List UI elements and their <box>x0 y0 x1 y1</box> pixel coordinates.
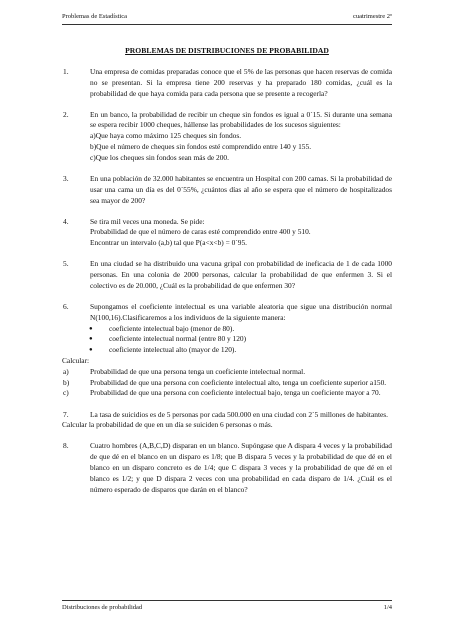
item-letter: a) <box>63 366 69 376</box>
problem-text: En una población de 32.000 habitantes se encuentra un Hospital con 200 camas. Si la probabilidad de usar una cama un día es del 0´55%, ¿cuántos días al año se espera que el número de hospitalizados sea mayor de 200? <box>90 173 392 205</box>
problem-line: a)Que haya como máximo 125 cheques sin fondos. <box>90 131 242 141</box>
problem-number: 4. <box>63 216 69 226</box>
header-right: cuatrimestre 2º <box>352 13 392 20</box>
bullet-item <box>62 345 392 356</box>
footer-left: Distribuciones de probabilidad <box>62 604 143 611</box>
problem-number: 1. <box>63 67 69 76</box>
problem-2 <box>62 110 392 164</box>
document-title: PROBLEMAS DE DISTRIBUCIONES DE PROBABILIDAD <box>125 46 329 55</box>
problem-text: Cuatro hombres (A,B,C,D) disparan en un blanco. Supóngase que A dispara 4 veces y la probabilidad de que dé en el blanco en un disparo es 1/8; que B dispara 5 veces y la probabilidad de que dé en el blanco en un disparo concreto es de 1/4; que C dispara 3 veces y la probabilidad de que dé en el blanco es 1/2; y que D dispara 2 veces con una probabilidad en cada disparo de 1/4. ¿Cuál es el número esperado de disparos que darán en el blanco? <box>90 441 392 494</box>
item-letter: c) <box>63 388 69 398</box>
problem-line: c)Que los cheques sin fondos sean más de 200. <box>90 152 229 162</box>
problem-number: 7. <box>63 409 69 419</box>
bullet-item <box>62 324 392 335</box>
problem-number: 3. <box>63 173 69 183</box>
problem-text: La tasa de suicidios es de 5 personas por cada 500.000 en una ciudad con 2´5 millones de habitantes. <box>90 409 389 419</box>
problem-list <box>62 67 392 506</box>
item-letter: b) <box>63 377 70 387</box>
problem-1 <box>62 67 392 99</box>
problem-7 <box>62 410 392 421</box>
page-header <box>62 12 392 25</box>
problem-6 <box>62 302 392 324</box>
problem-number: 8. <box>63 441 69 451</box>
page-footer <box>62 600 392 613</box>
problem-4 <box>62 217 392 249</box>
problem-number: 6. <box>63 302 69 312</box>
bullet-text: coeficiente intelectual bajo (menor de 80). <box>109 323 235 333</box>
problem-text: En una ciudad se ha distribuido una vacuna gripal con probabilidad de ineficacia de 1 de cada 1000 personas. En una colonia de 2000 personas, calcular la probabilidad de que enfermen 3. Si el colectivo es de 20.000, ¿Cuál es la probabilidad de que enfermen 30? <box>90 259 392 290</box>
problem-line: Probabilidad de que el número de caras esté comprendido entre 400 y 510. <box>90 227 311 237</box>
bullet-text: coeficiente intelectual alto (mayor de 120). <box>109 345 237 355</box>
problem-5 <box>62 259 392 291</box>
bullet-item <box>62 334 392 345</box>
problem-number: 5. <box>63 259 69 269</box>
item-text: Probabilidad de que una persona tenga un coeficiente intelectual normal. <box>90 366 306 376</box>
problem-line: Encontrar un intervalo (a,b) tal que P(a<x<b) = 0´95. <box>90 238 247 248</box>
problem-7-question: Calcular la probabilidad de que en un día se suiciden 6 personas o más. <box>62 420 273 430</box>
calcular-item-b <box>62 378 392 389</box>
calcular-item-a <box>62 367 392 378</box>
bullet-icon: ● <box>89 336 93 343</box>
calcular-label: Calcular: <box>62 356 90 366</box>
header-left: Problemas de Estadística <box>62 13 127 20</box>
page-number: 1/4 <box>383 604 392 611</box>
problem-text: Se tira mil veces una moneda. Se pide: <box>90 216 205 226</box>
item-text: Probabilidad de que una persona con coeficiente intelectual bajo, tenga un coeficiente mayor a 70. <box>90 388 381 398</box>
problem-8 <box>62 441 392 495</box>
item-text: Probabilidad de que una persona con coeficiente intelectual alto, tenga un coeficiente superior a150. <box>90 377 387 387</box>
problem-text: En un banco, la probabilidad de recibir un cheque sin fondos es igual a 0´15. Si durante una semana se espera recibir 1000 cheques, hállense las probabilidades de los sucesos siguientes: <box>90 109 392 130</box>
problem-line: b)Que el número de cheques sin fondos esté comprendido entre 140 y 155. <box>90 142 312 152</box>
problem-3 <box>62 174 392 206</box>
bullet-text: coeficiente intelectual normal (entre 80 y 120) <box>109 334 247 344</box>
problem-number: 2. <box>63 109 69 119</box>
problem-text: Una empresa de comidas preparadas conoce que el 5% de las personas que hacen reservas de comida no se presentan. Si la empresa tiene 200 reservas y ha preparado 180 comidas, ¿cuál es la probabilidad de que haya comida para cada persona que se presente a recogerla? <box>90 67 392 98</box>
bullet-icon: ● <box>89 325 93 332</box>
problem-text: Supongamos el coeficiente intelectual es una variable aleatoria que sigue una distribución normal N(100,16).Clasificaremos a los individuos de la siguiente manera: <box>90 302 392 322</box>
calcular-item-c <box>62 388 392 399</box>
bullet-icon: ● <box>89 347 93 354</box>
